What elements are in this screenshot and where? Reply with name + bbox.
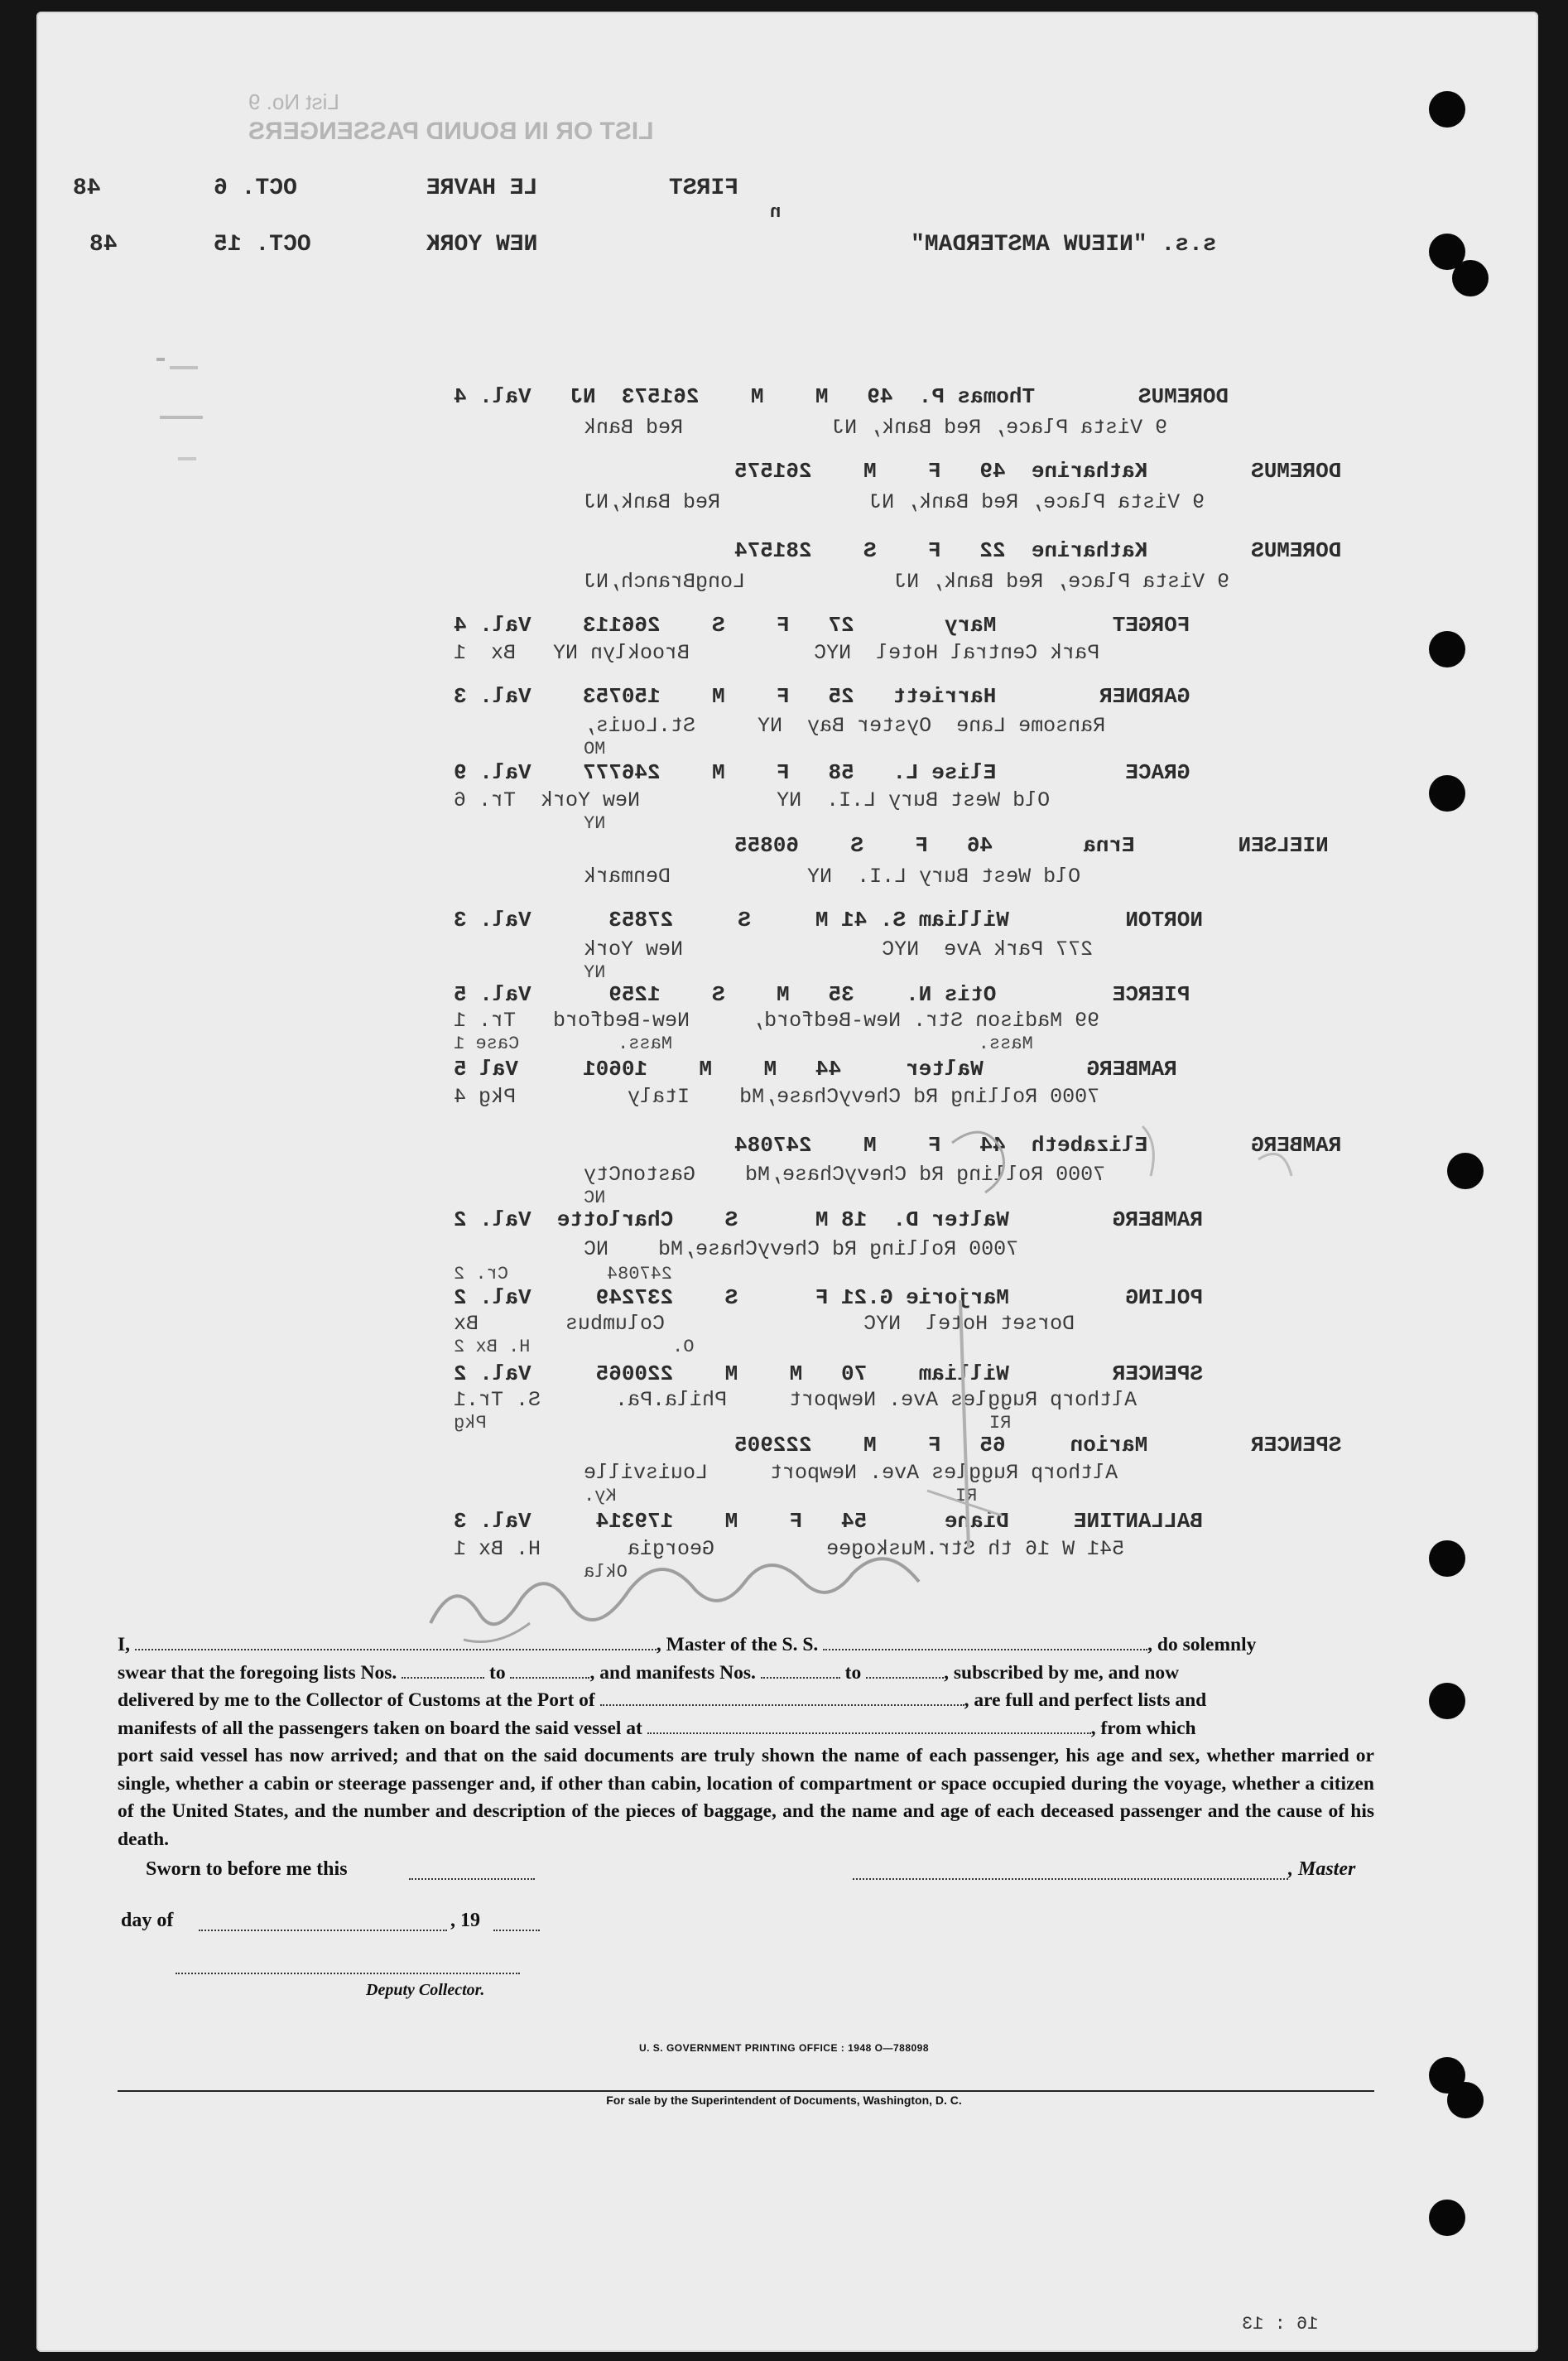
passenger-row-9-line1: PIERCE Otis N. 35 M S 1259 Val. 5: [454, 982, 1190, 1007]
oath-from-which: , from which: [1090, 1717, 1196, 1739]
passenger-row-6-line2: Old West Bury L.I. NY New York Tr. 6: [454, 788, 1051, 812]
binder-hole: [1452, 260, 1489, 296]
passenger-row-15-line1: SPENCER Marion 65 F M 222905: [734, 1433, 1342, 1458]
day-of-line: [199, 1930, 447, 1931]
header-ship-name: s.s. "NIEUW AMSTERDAM": [911, 232, 1217, 258]
passenger-row-2-line2: 9 Vista Place, Red Bank, NJ Red Bank,NJ: [584, 490, 1205, 514]
passenger-row-12-line3: 247084 Cr. 2: [454, 1264, 1033, 1284]
header-origin-date: OCT. 6: [214, 176, 297, 201]
faint-list-no: List No. 9: [248, 89, 339, 114]
header-dest-port: NEW YORK: [426, 232, 538, 258]
oath-manifests-of: manifests of all the passengers taken on board the said vessel at: [118, 1717, 642, 1739]
passenger-row-3-line2: 9 Vista Place, Red Bank, NJ LongBranch,NJ: [584, 570, 1230, 594]
oath-paragraph: [118, 1631, 1374, 1853]
oath-full: , are full and perfect lists and: [964, 1689, 1207, 1711]
binder-hole: [1429, 1683, 1465, 1719]
passenger-row-8-line2: 277 Park Ave NYC New York: [584, 937, 1094, 961]
passenger-row-12-line1: RAMBERG Walter D. 18 M S Charlotte Val. 2: [454, 1207, 1203, 1232]
passenger-row-12-line2: 7000 Rolling Rd ChevyChase,Md NC: [584, 1237, 1019, 1261]
passenger-row-1-line2: 9 Vista Place, Red Bank, NJ Red Bank: [584, 416, 1168, 440]
passenger-row-13-line3: O. H. Bx 2: [454, 1337, 1056, 1357]
binder-hole: [1429, 1540, 1465, 1577]
oath-swear: swear that the foregoing lists Nos.: [118, 1661, 397, 1684]
deputy-collector-label: Deputy Collector.: [366, 1981, 485, 1999]
passenger-row-14-line3: RI Pkg: [454, 1413, 1012, 1433]
passenger-row-9-line2: 99 Madison Str. New-Bedford, New-Bedford Tr. 1: [454, 1009, 1100, 1033]
passenger-row-8-line1: NORTON William S. 41 M S 27853 Val. 3: [454, 908, 1203, 932]
passenger-row-8-line3: NY: [584, 962, 967, 983]
passenger-row-13-line2: Dorset Hotel NYC Columbus Bx: [454, 1312, 1075, 1336]
passenger-row-14-line2: Althorp Ruggles Ave. Newport Phila.Pa. S. Tr.1: [454, 1388, 1138, 1412]
header-origin-year: 48: [73, 176, 101, 201]
oath-master-of: , Master of the S. S.: [656, 1634, 819, 1655]
passenger-row-1-line1: DOREMUS Thomas P. 49 M M 261573 NJ Val. 4: [454, 384, 1229, 409]
sworn-label: Sworn to before me this: [146, 1858, 348, 1880]
page-corner-number: 16 : 13: [1242, 2314, 1319, 2334]
passenger-row-9-line3: Mass. Mass. Case 1: [454, 1034, 1033, 1054]
passenger-row-16-line3: Okla: [584, 1562, 628, 1583]
passenger-row-6-line1: GRACE Elise L. 58 F M 246777 Val. 9: [454, 760, 1190, 785]
passenger-row-11-line2: 7000 Rolling Rd ChevyChase,Md GastonCty: [584, 1163, 1106, 1187]
header-mark: n: [770, 202, 782, 223]
passenger-row-7-line2: Old West Bury L.I. NY Denmark: [584, 865, 1081, 889]
header-class: FIRST: [669, 176, 739, 201]
passenger-row-16-line2: 541 W 16 th Str.Muskogee Georgia H. Bx 1: [454, 1537, 1125, 1561]
year-line: [493, 1930, 540, 1931]
footer-rule: [118, 2090, 1374, 2092]
header-dest-year: 48: [89, 232, 118, 258]
header-origin-port: LE HAVRE: [426, 176, 538, 201]
binder-hole: [1429, 91, 1465, 128]
oath-i: I,: [118, 1634, 131, 1655]
passenger-row-4-line1: FORGET Mary 27 F S 266113 Val. 4: [454, 613, 1190, 638]
binder-hole: [1429, 2200, 1465, 2236]
faint-list-title: LIST OR IN BOUND PASSENGERS: [248, 118, 654, 145]
faint-stamp-mark: [153, 325, 211, 474]
oath-manifests: , and manifests Nos.: [589, 1661, 756, 1684]
binder-hole: [1429, 775, 1465, 812]
passenger-row-11-line1: RAMBERG Elizabeth 44 F M 247084: [734, 1133, 1342, 1158]
deputy-signature-line: [176, 1973, 520, 1974]
oath-delivered: delivered by me to the Collector of Customs at the Port of: [118, 1689, 595, 1711]
oath-to-1: to: [489, 1661, 506, 1684]
oath-body: port said vessel has now arrived; and that on the said documents are truly shown the name of each passenger, his age and sex, whether married or single, whether a cabin or steerage passenger and, if other than cabin, location of compartment or space occupied during the voyage, whether a citizen of the United States, and the number and description of the pieces of baggage, and the name and age of each deceased passenger and the cause of his death.: [118, 1745, 1374, 1850]
passenger-row-5-line3: MO: [584, 739, 978, 759]
master-signature-line: [853, 1878, 1288, 1880]
passenger-row-14-line1: SPENCER William 70 M M 220065 Val. 2: [454, 1361, 1203, 1386]
sworn-date-line: [409, 1878, 535, 1880]
passenger-row-15-line2: Althorp Ruggles Ave. Newport Louisville: [584, 1461, 1118, 1485]
binder-hole: [1447, 1153, 1484, 1189]
passenger-row-5-line2: Ransome Lane Oyster Bay NY St.Louis,: [584, 714, 1106, 738]
binder-hole: [1429, 631, 1465, 667]
passenger-row-13-line1: POLING Marjorie G.21 F S 237249 Val. 2: [454, 1285, 1203, 1310]
oath-do-solemnly: , do solemnly: [1147, 1634, 1257, 1655]
header-dest-date: OCT. 15: [214, 232, 311, 258]
oath-subscribed: , subscribed by me, and now: [944, 1661, 1180, 1684]
handwritten-mark: [828, 1110, 1407, 1623]
year-label: , 19: [450, 1910, 480, 1931]
passenger-row-2-line1: DOREMUS Katharine 49 F M 261575: [734, 459, 1342, 484]
passenger-row-10-line2: 7000 Rolling Rd ChevyChase,Md Italy Pkg 4: [454, 1085, 1100, 1109]
passenger-row-5-line1: GARDNER Harriett 25 F M 150753 Val. 3: [454, 684, 1190, 709]
passenger-row-10-line1: RAMBERG Walter 44 M M 10601 Val 5: [454, 1057, 1177, 1082]
passenger-row-11-line3: NC: [584, 1188, 967, 1208]
oath-to-2: to: [844, 1661, 862, 1684]
gpo-imprint: U. S. GOVERNMENT PRINTING OFFICE : 1948 O—788098: [638, 2042, 930, 2054]
passenger-row-6-line3: NY: [584, 813, 967, 834]
passenger-row-3-line1: DOREMUS Katharine 22 F S 281574: [734, 538, 1342, 563]
passenger-row-7-line1: NIELSEN Erna 46 F S 60855: [734, 833, 1329, 858]
master-label: , Master: [1288, 1858, 1356, 1880]
passenger-row-16-line1: BALLANTINE Diane 54 F M 179314 Val. 3: [454, 1509, 1203, 1534]
passenger-row-4-line2: Park Central Hotel NYC Brooklyn NY Bx 1: [454, 641, 1100, 665]
day-of-label: day of: [121, 1910, 174, 1931]
for-sale-notice: For sale by the Superintendent of Documents, Washington, D. C.: [606, 2094, 962, 2107]
passenger-row-15-line3: RI Ky.: [584, 1486, 978, 1506]
